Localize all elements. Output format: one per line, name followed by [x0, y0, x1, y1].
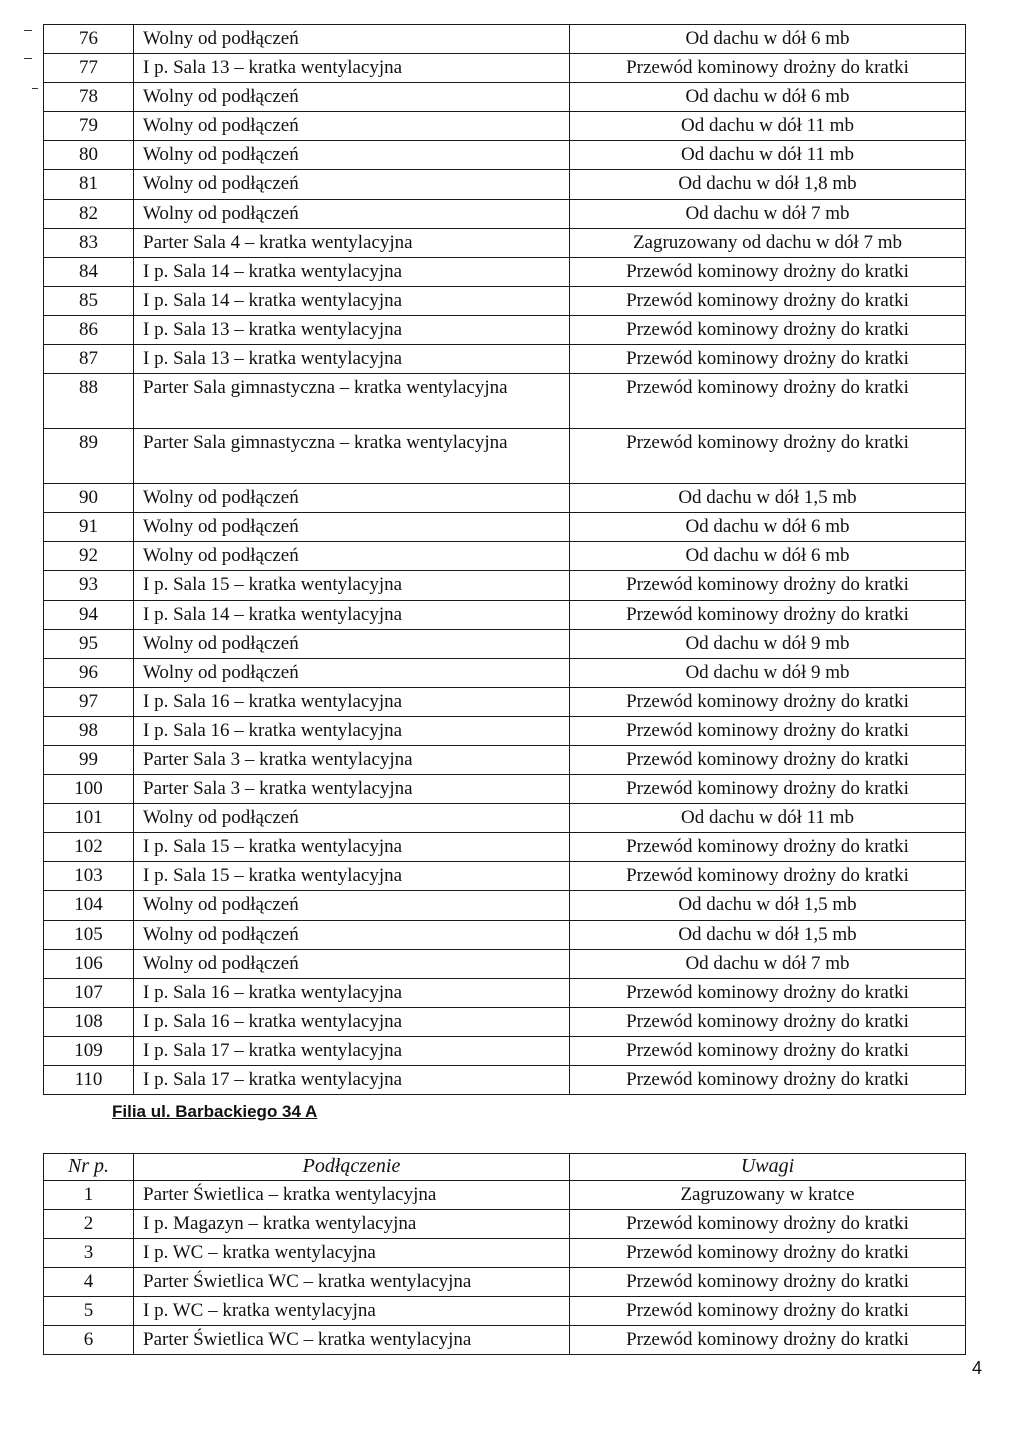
connection-cell: Parter Świetlica WC – kratka wentylacyjna — [134, 1326, 570, 1355]
notes-cell: Przewód kominowy drożny do kratki — [570, 716, 966, 745]
table-row — [44, 1210, 966, 1239]
scan-mark — [24, 30, 32, 31]
notes-cell: Od dachu w dół 6 mb — [570, 25, 966, 54]
notes-cell: Od dachu w dół 6 mb — [570, 542, 966, 571]
row-number: 77 — [44, 54, 134, 83]
notes-cell: Przewód kominowy drożny do kratki — [570, 1036, 966, 1065]
table-row — [44, 1036, 966, 1065]
table-row — [44, 542, 966, 571]
table-row — [44, 1326, 966, 1355]
chimney-inspection-table — [43, 24, 966, 1095]
table-row — [44, 484, 966, 513]
row-number: 78 — [44, 83, 134, 112]
notes-cell: Przewód kominowy drożny do kratki — [570, 345, 966, 374]
row-number: 82 — [44, 199, 134, 228]
notes-cell: Przewód kominowy drożny do kratki — [570, 571, 966, 600]
notes-cell: Od dachu w dół 11 mb — [570, 804, 966, 833]
connection-cell: Parter Sala 4 – kratka wentylacyjna — [134, 228, 570, 257]
notes-cell: Przewód kominowy drożny do kratki — [570, 862, 966, 891]
notes-cell: Przewód kominowy drożny do kratki — [570, 775, 966, 804]
notes-cell: Od dachu w dół 9 mb — [570, 629, 966, 658]
connection-cell: I p. Sala 16 – kratka wentylacyjna — [134, 687, 570, 716]
notes-cell: Przewód kominowy drożny do kratki — [570, 429, 966, 484]
connection-cell: Wolny od podłączeń — [134, 891, 570, 920]
notes-cell: Przewód kominowy drożny do kratki — [570, 1239, 966, 1268]
table-row — [44, 745, 966, 774]
table-row — [44, 775, 966, 804]
notes-cell: Przewód kominowy drożny do kratki — [570, 745, 966, 774]
filia-table-header — [44, 1154, 966, 1181]
table-row — [44, 228, 966, 257]
row-number: 100 — [44, 775, 134, 804]
filia-table-body — [44, 1181, 966, 1355]
row-number: 5 — [44, 1297, 134, 1326]
table-row — [44, 949, 966, 978]
row-number: 97 — [44, 687, 134, 716]
section-heading: Filia ul. Barbackiego 34 A — [112, 1102, 318, 1121]
table-row — [44, 257, 966, 286]
notes-cell: Przewód kominowy drożny do kratki — [570, 1268, 966, 1297]
table-row — [44, 571, 966, 600]
connection-cell: Wolny od podłączeń — [134, 83, 570, 112]
row-number: 109 — [44, 1036, 134, 1065]
table-row — [44, 54, 966, 83]
notes-cell: Przewód kominowy drożny do kratki — [570, 833, 966, 862]
row-number: 106 — [44, 949, 134, 978]
table-row — [44, 862, 966, 891]
row-number: 1 — [44, 1181, 134, 1210]
connection-cell: Parter Świetlica WC – kratka wentylacyjna — [134, 1268, 570, 1297]
table-row — [44, 629, 966, 658]
table-row — [44, 429, 966, 484]
row-number: 88 — [44, 374, 134, 429]
table-row — [44, 833, 966, 862]
row-number: 90 — [44, 484, 134, 513]
connection-cell: Wolny od podłączeń — [134, 629, 570, 658]
row-number: 84 — [44, 257, 134, 286]
row-number: 6 — [44, 1326, 134, 1355]
scan-mark — [32, 88, 38, 89]
row-number: 110 — [44, 1066, 134, 1095]
notes-cell: Od dachu w dół 7 mb — [570, 199, 966, 228]
table-row — [44, 1007, 966, 1036]
notes-cell: Od dachu w dół 6 mb — [570, 513, 966, 542]
connection-cell: I p. Sala 15 – kratka wentylacyjna — [134, 833, 570, 862]
notes-cell: Od dachu w dół 1,8 mb — [570, 170, 966, 199]
table-row — [44, 199, 966, 228]
row-number: 95 — [44, 629, 134, 658]
notes-cell: Przewód kominowy drożny do kratki — [570, 1066, 966, 1095]
table-row — [44, 83, 966, 112]
row-number: 4 — [44, 1268, 134, 1297]
connection-cell: Wolny od podłączeń — [134, 513, 570, 542]
row-number: 89 — [44, 429, 134, 484]
table-row — [44, 286, 966, 315]
row-number: 108 — [44, 1007, 134, 1036]
connection-cell: I p. WC – kratka wentylacyjna — [134, 1297, 570, 1326]
connection-cell: I p. Sala 15 – kratka wentylacyjna — [134, 862, 570, 891]
chimney-inspection-table-body — [44, 25, 966, 1095]
table-row — [44, 978, 966, 1007]
row-number: 102 — [44, 833, 134, 862]
notes-cell: Od dachu w dół 9 mb — [570, 658, 966, 687]
connection-cell: I p. Sala 17 – kratka wentylacyjna — [134, 1066, 570, 1095]
connection-cell: Parter Sala gimnastyczna – kratka wentylacyjna — [134, 374, 570, 429]
notes-cell: Od dachu w dół 7 mb — [570, 949, 966, 978]
table-row — [44, 513, 966, 542]
connection-cell: I p. Sala 13 – kratka wentylacyjna — [134, 54, 570, 83]
table-row — [44, 804, 966, 833]
table-row — [44, 687, 966, 716]
connection-cell: Parter Sala gimnastyczna – kratka wentylacyjna — [134, 429, 570, 484]
notes-cell: Od dachu w dół 1,5 mb — [570, 484, 966, 513]
row-number: 76 — [44, 25, 134, 54]
connection-cell: I p. WC – kratka wentylacyjna — [134, 1239, 570, 1268]
table-row — [44, 716, 966, 745]
row-number: 2 — [44, 1210, 134, 1239]
notes-cell: Zagruzowany w kratce — [570, 1181, 966, 1210]
notes-cell: Przewód kominowy drożny do kratki — [570, 1007, 966, 1036]
notes-cell: Przewód kominowy drożny do kratki — [570, 978, 966, 1007]
notes-cell: Przewód kominowy drożny do kratki — [570, 1326, 966, 1355]
connection-cell: I p. Sala 16 – kratka wentylacyjna — [134, 1007, 570, 1036]
notes-cell: Przewód kominowy drożny do kratki — [570, 687, 966, 716]
connection-cell: I p. Sala 14 – kratka wentylacyjna — [134, 600, 570, 629]
connection-cell: Wolny od podłączeń — [134, 199, 570, 228]
table-row — [44, 315, 966, 344]
row-number: 83 — [44, 228, 134, 257]
row-number: 92 — [44, 542, 134, 571]
row-number: 98 — [44, 716, 134, 745]
row-number: 85 — [44, 286, 134, 315]
connection-cell: Parter Sala 3 – kratka wentylacyjna — [134, 775, 570, 804]
connection-cell: I p. Sala 13 – kratka wentylacyjna — [134, 315, 570, 344]
connection-cell: Wolny od podłączeń — [134, 141, 570, 170]
connection-cell: Wolny od podłączeń — [134, 484, 570, 513]
row-number: 3 — [44, 1239, 134, 1268]
table-row — [44, 345, 966, 374]
connection-cell: I p. Magazyn – kratka wentylacyjna — [134, 1210, 570, 1239]
row-number: 80 — [44, 141, 134, 170]
table-row — [44, 1297, 966, 1326]
row-number: 101 — [44, 804, 134, 833]
row-number: 87 — [44, 345, 134, 374]
row-number: 107 — [44, 978, 134, 1007]
table-row — [44, 891, 966, 920]
notes-cell: Od dachu w dół 11 mb — [570, 112, 966, 141]
notes-cell: Od dachu w dół 1,5 mb — [570, 920, 966, 949]
connection-cell: Wolny od podłączeń — [134, 25, 570, 54]
connection-cell: I p. Sala 16 – kratka wentylacyjna — [134, 978, 570, 1007]
connection-cell: Wolny od podłączeń — [134, 949, 570, 978]
connection-cell: I p. Sala 15 – kratka wentylacyjna — [134, 571, 570, 600]
row-number: 105 — [44, 920, 134, 949]
connection-cell: I p. Sala 13 – kratka wentylacyjna — [134, 345, 570, 374]
page-number: 4 — [972, 1358, 983, 1378]
notes-cell: Przewód kominowy drożny do kratki — [570, 600, 966, 629]
table-row — [44, 920, 966, 949]
notes-cell: Przewód kominowy drożny do kratki — [570, 374, 966, 429]
notes-cell: Przewód kominowy drożny do kratki — [570, 286, 966, 315]
connection-cell: I p. Sala 16 – kratka wentylacyjna — [134, 716, 570, 745]
row-number: 94 — [44, 600, 134, 629]
row-number: 103 — [44, 862, 134, 891]
connection-cell: Wolny od podłączeń — [134, 658, 570, 687]
row-number: 99 — [44, 745, 134, 774]
row-number: 81 — [44, 170, 134, 199]
connection-cell: I p. Sala 17 – kratka wentylacyjna — [134, 1036, 570, 1065]
connection-cell: Wolny od podłączeń — [134, 920, 570, 949]
connection-cell: Parter Sala 3 – kratka wentylacyjna — [134, 745, 570, 774]
notes-cell: Od dachu w dół 11 mb — [570, 141, 966, 170]
table-row — [44, 658, 966, 687]
table-row — [44, 1181, 966, 1210]
table-row — [44, 25, 966, 54]
notes-cell: Przewód kominowy drożny do kratki — [570, 257, 966, 286]
notes-cell: Zagruzowany od dachu w dół 7 mb — [570, 228, 966, 257]
row-number: 79 — [44, 112, 134, 141]
filia-table — [43, 1153, 966, 1355]
notes-cell: Przewód kominowy drożny do kratki — [570, 315, 966, 344]
table-row — [44, 1239, 966, 1268]
table-row — [44, 141, 966, 170]
table-row — [44, 1268, 966, 1297]
connection-cell: I p. Sala 14 – kratka wentylacyjna — [134, 286, 570, 315]
connection-cell: Wolny od podłączeń — [134, 170, 570, 199]
header-nr: Nr p. — [44, 1154, 134, 1181]
row-number: 96 — [44, 658, 134, 687]
row-number: 91 — [44, 513, 134, 542]
table-row — [44, 112, 966, 141]
scan-mark — [24, 58, 32, 59]
table-row — [44, 374, 966, 429]
table-row — [44, 600, 966, 629]
connection-cell: Wolny od podłączeń — [134, 542, 570, 571]
row-number: 93 — [44, 571, 134, 600]
row-number: 86 — [44, 315, 134, 344]
header-notes: Uwagi — [570, 1154, 966, 1181]
notes-cell: Przewód kominowy drożny do kratki — [570, 1210, 966, 1239]
table-row — [44, 170, 966, 199]
connection-cell: Wolny od podłączeń — [134, 112, 570, 141]
header-connection: Podłączenie — [134, 1154, 570, 1181]
connection-cell: I p. Sala 14 – kratka wentylacyjna — [134, 257, 570, 286]
notes-cell: Przewód kominowy drożny do kratki — [570, 54, 966, 83]
table-row — [44, 1066, 966, 1095]
connection-cell: Parter Świetlica – kratka wentylacyjna — [134, 1181, 570, 1210]
notes-cell: Od dachu w dół 1,5 mb — [570, 891, 966, 920]
notes-cell: Od dachu w dół 6 mb — [570, 83, 966, 112]
row-number: 104 — [44, 891, 134, 920]
notes-cell: Przewód kominowy drożny do kratki — [570, 1297, 966, 1326]
connection-cell: Wolny od podłączeń — [134, 804, 570, 833]
header-row — [44, 1154, 966, 1181]
